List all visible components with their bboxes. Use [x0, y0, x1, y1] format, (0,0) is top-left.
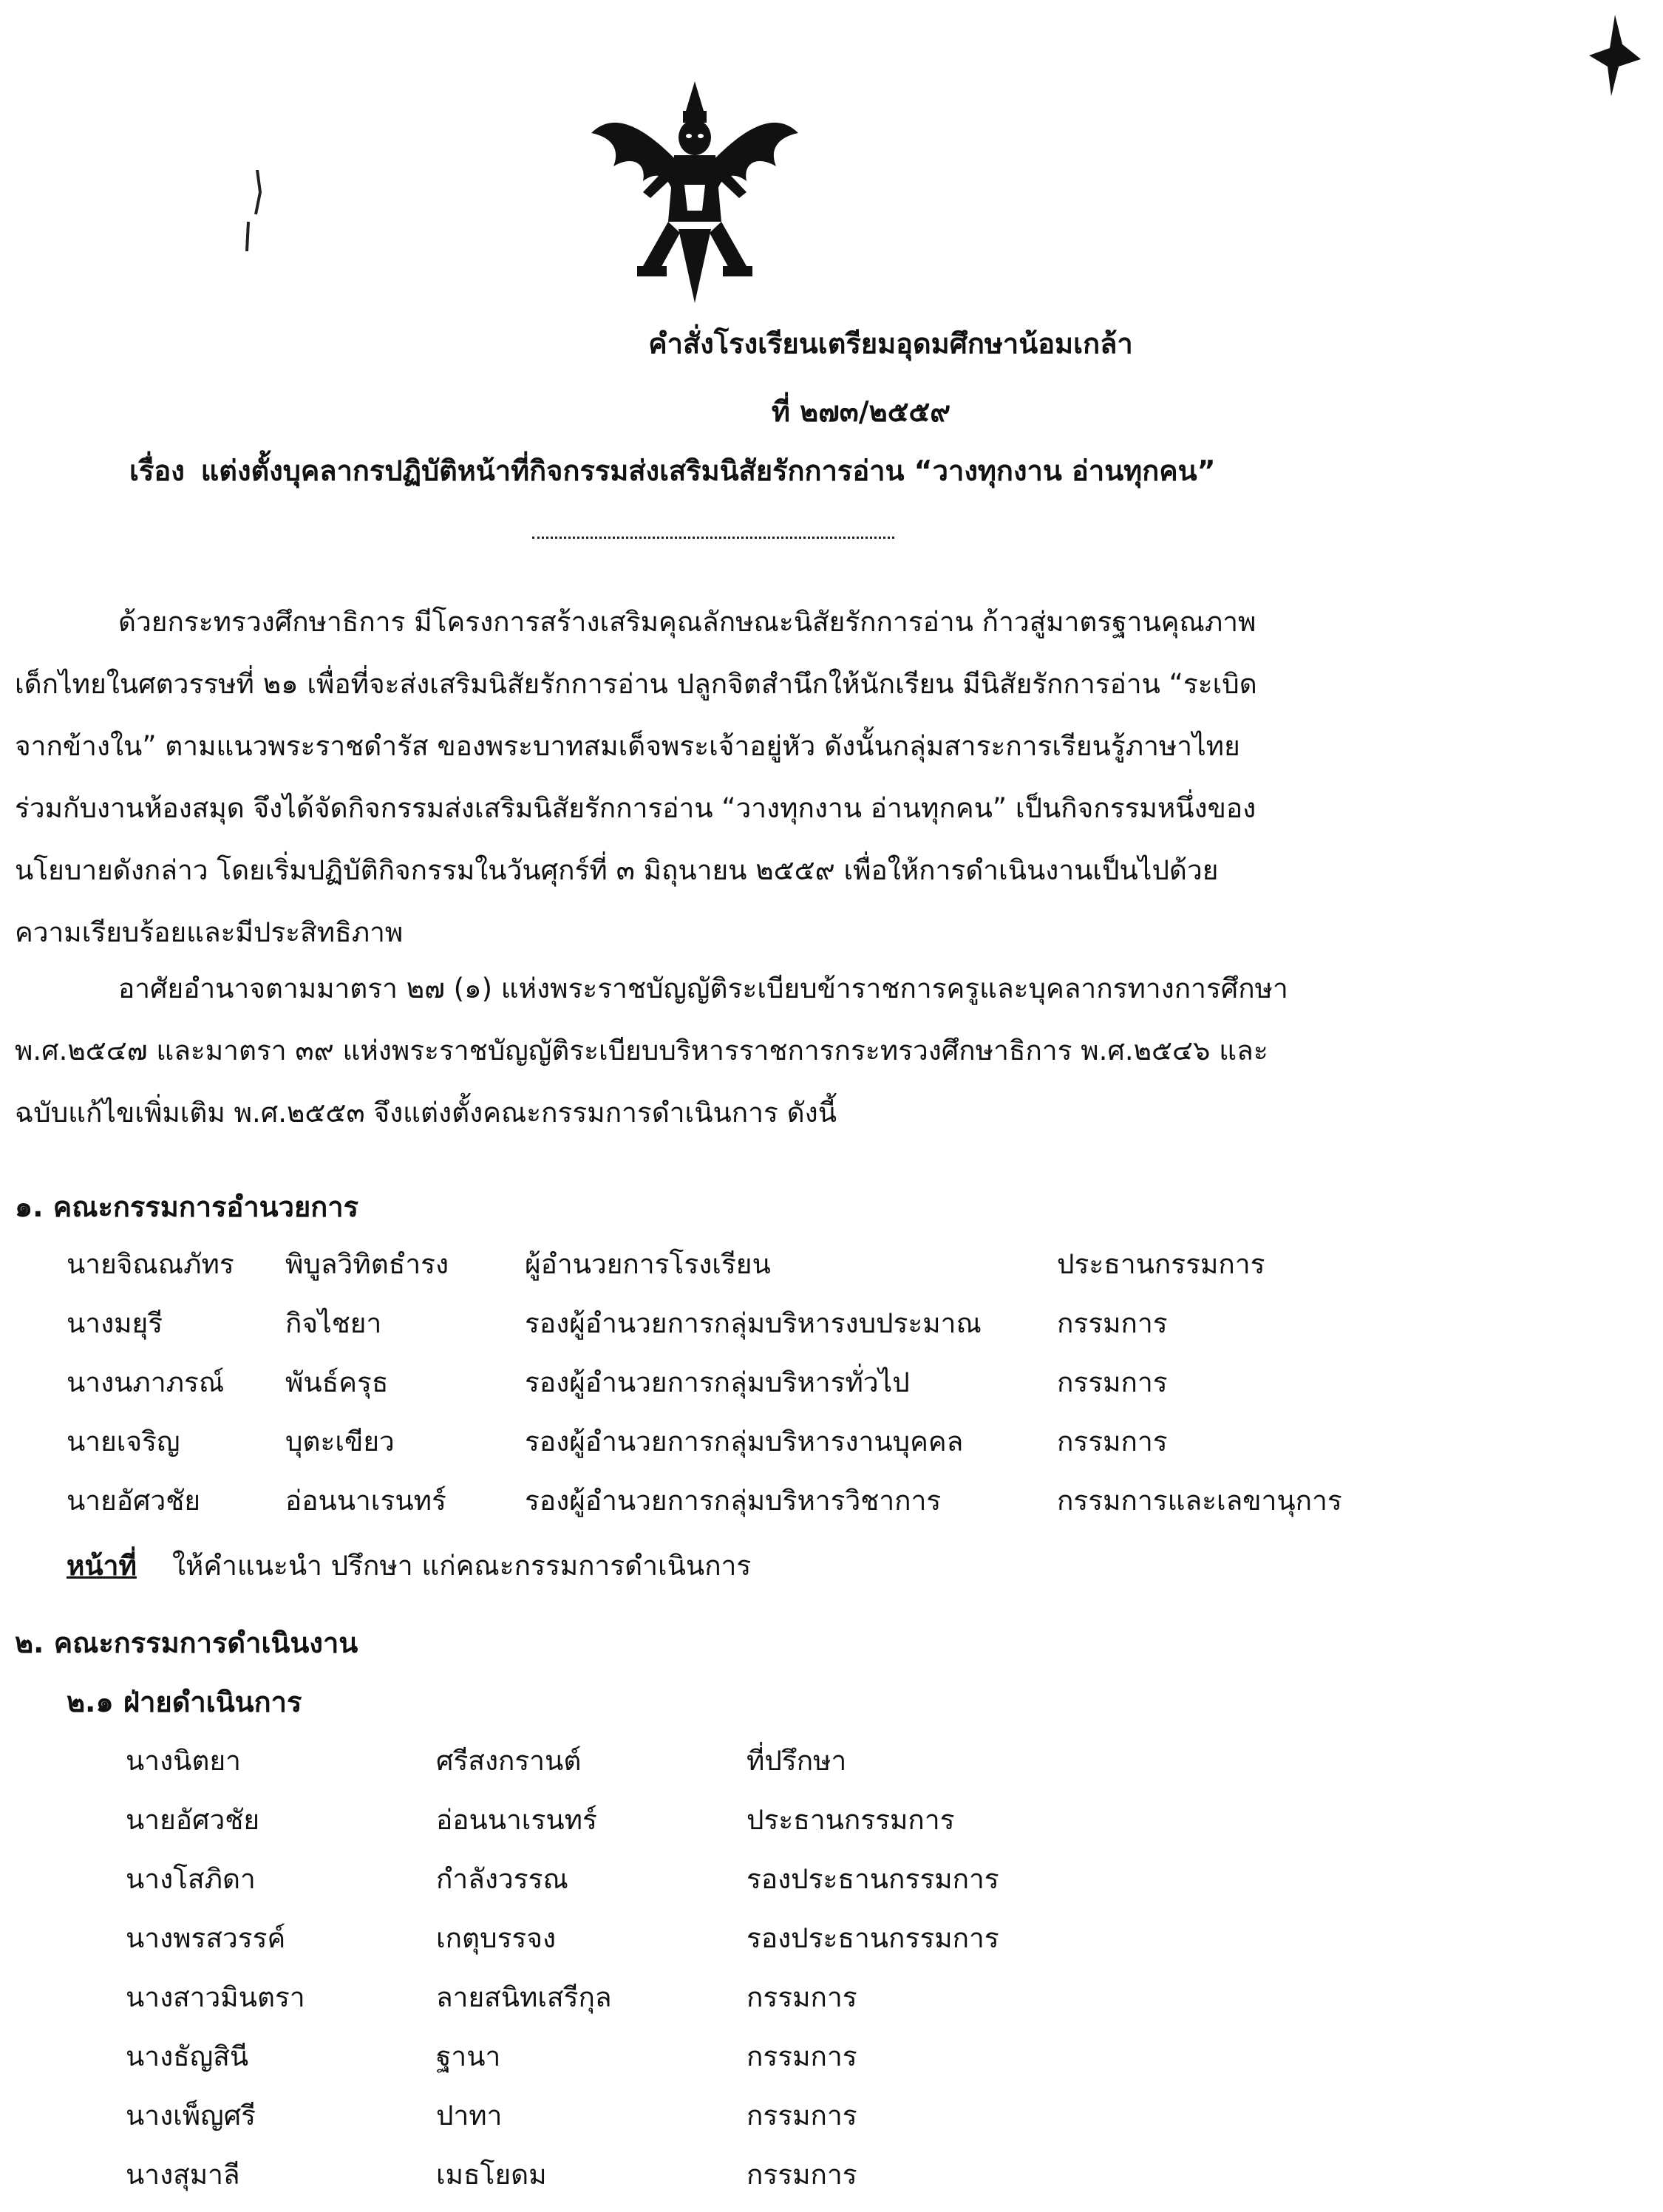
member-last-name: อ่อนนาเรนทร์: [285, 1485, 446, 1517]
member-position: รองผู้อำนวยการกลุ่มบริหารงานบุคคล: [525, 1426, 964, 1457]
member-last-name: เกตุบรรจง: [436, 1922, 557, 1954]
member-role: รองประธานกรรมการ: [747, 1922, 999, 1954]
paragraph-line: ด้วยกระทรวงศึกษาธิการ มีโครงการสร้างเสริมคุณลักษณะนิสัยรักการอ่าน ก้าวสู่มาตรฐานคุณภาพ: [118, 606, 1256, 638]
section-2-title: ๒. คณะกรรมการดำเนินงาน: [15, 1627, 358, 1659]
member-first-name: นายเจริญ: [67, 1426, 180, 1457]
subject-text: แต่งตั้งบุคลากรปฏิบัติหน้าที่กิจกรรมส่งเสริมนิสัยรักการอ่าน “วางทุกงาน อ่านทุกคน”: [200, 455, 1216, 487]
duty-line: [67, 1548, 751, 1585]
member-role: ที่ปรึกษา: [747, 1745, 847, 1777]
member-last-name: ปาทา: [436, 2100, 503, 2131]
member-first-name: นางนิตยา: [126, 1745, 241, 1777]
paragraph-line: ฉบับแก้ไขเพิ่มเติม พ.ศ.๒๕๕๓ จึงแต่งตั้งคณะกรรมการดำเนินการ ดังนี้: [15, 1097, 837, 1129]
member-last-name: เมธโยดม: [436, 2159, 547, 2191]
subject-label: เรื่อง: [129, 455, 185, 487]
order-title: คำสั่งโรงเรียนเตรียมอุดมศึกษาน้อมเกล้า: [648, 327, 1133, 360]
member-last-name: อ่อนนาเรนทร์: [436, 1804, 597, 1836]
section-2-1-title: ๒.๑ ฝ่ายดำเนินการ: [67, 1686, 302, 1718]
member-role: รองประธานกรรมการ: [747, 1863, 999, 1895]
member-last-name: กำลังวรรณ: [436, 1863, 568, 1895]
member-last-name: ฐานา: [436, 2041, 501, 2072]
member-position: รองผู้อำนวยการกลุ่มบริหารงบประมาณ: [525, 1307, 982, 1339]
paragraph-line: เด็กไทยในศตวรรษที่ ๒๑ เพื่อที่จะส่งเสริมนิสัยรักการอ่าน ปลูกจิตสำนึกให้นักเรียน มีนิสัยรักการอ่าน “ระเบิด: [15, 668, 1257, 700]
member-position: รองผู้อำนวยการกลุ่มบริหารทั่วไป: [525, 1367, 910, 1398]
member-role: กรรมการ: [747, 1981, 857, 2013]
paragraph-line: จากข้างใน” ตามแนวพระราชดำรัส ของพระบาทสมเด็จพระเจ้าอยู่หัว ดังนั้นกลุ่มสาระการเรียนรู้ภาษาไทย: [15, 730, 1240, 762]
paragraph-line: นโยบายดังกล่าว โดยเริ่มปฏิบัติกิจกรรมในวันศุกร์ที่ ๓ มิถุนายน ๒๕๕๙ เพื่อให้การดำเนินงานเป็นไปด้วย: [15, 854, 1219, 886]
order-subject: [129, 452, 1534, 489]
member-role: กรรมการ: [1057, 1367, 1168, 1398]
ink-mark-icon: [244, 170, 266, 259]
dotted-divider: [532, 537, 894, 539]
paragraph-line: ความเรียบร้อยและมีประสิทธิภาพ: [15, 916, 404, 948]
member-position: รองผู้อำนวยการกลุ่มบริหารวิชาการ: [525, 1485, 942, 1517]
body-paragraph-1: [15, 591, 1378, 964]
member-first-name: นายจิณณภัทร: [67, 1248, 234, 1280]
member-role: กรรมการ: [1057, 1426, 1168, 1457]
body-paragraph-2: [15, 958, 1378, 1144]
member-last-name: บุตะเขียว: [285, 1426, 395, 1457]
member-role: กรรมการ: [747, 2041, 857, 2072]
member-first-name: นายอัศวชัย: [126, 1804, 260, 1836]
member-role: ประธานกรรมการ: [1057, 1248, 1265, 1280]
garuda-emblem-icon: [591, 81, 798, 303]
scan-mark-icon: [1589, 15, 1641, 96]
member-role: ประธานกรรมการ: [747, 1804, 955, 1836]
member-last-name: พิบูลวิทิตธำรง: [285, 1248, 449, 1280]
member-first-name: นางนภาภรณ์: [67, 1367, 225, 1398]
member-role: กรรมการ: [747, 2159, 857, 2191]
member-last-name: กิจไชยา: [285, 1307, 382, 1339]
member-first-name: นางสาวมินตรา: [126, 1981, 305, 2013]
member-last-name: ศรีสงกรานต์: [436, 1745, 582, 1777]
paragraph-line: ร่วมกับงานห้องสมุด จึงได้จัดกิจกรรมส่งเสริมนิสัยรักการอ่าน “วางทุกงาน อ่านทุกคน” เป็นกิจกรรมหนึ่งของ: [15, 792, 1256, 824]
member-first-name: นางพรสวรรค์: [126, 1922, 286, 1954]
member-last-name: ลายสนิทเสรีกุล: [436, 1981, 612, 2013]
member-first-name: นางมยุรี: [67, 1307, 163, 1339]
member-role: กรรมการ: [1057, 1307, 1168, 1339]
member-first-name: นางโสภิดา: [126, 1863, 256, 1895]
member-role: กรรมการและเลขานุการ: [1057, 1485, 1342, 1517]
paragraph-line: อาศัยอำนาจตามมาตรา ๒๗ (๑) แห่งพระราชบัญญัติระเบียบข้าราชการครูและบุคลากรทางการศึกษา: [118, 973, 1288, 1004]
member-last-name: พันธ์ครุธ: [285, 1367, 389, 1398]
member-first-name: นางธัญสินี: [126, 2041, 249, 2072]
section-1-title: ๑. คณะกรรมการอำนวยการ: [15, 1191, 358, 1223]
member-first-name: นายอัศวชัย: [67, 1485, 201, 1517]
paragraph-line: พ.ศ.๒๕๔๗ และมาตรา ๓๙ แห่งพระราชบัญญัติระเบียบบริหารราชการกระทรวงศึกษาธิการ พ.ศ.๒๕๔๖ และ: [15, 1035, 1268, 1066]
member-first-name: นางสุมาลี: [126, 2159, 240, 2191]
order-number: ที่ ๒๗๓/๒๕๕๙: [771, 395, 951, 428]
duty-label: หน้าที่: [67, 1550, 137, 1582]
member-role: กรรมการ: [747, 2100, 857, 2131]
member-position: ผู้อำนวยการโรงเรียน: [525, 1248, 771, 1280]
duty-text: ให้คำแนะนำ ปรึกษา แก่คณะกรรมการดำเนินการ: [171, 1550, 752, 1582]
member-first-name: นางเพ็ญศรี: [126, 2100, 256, 2131]
